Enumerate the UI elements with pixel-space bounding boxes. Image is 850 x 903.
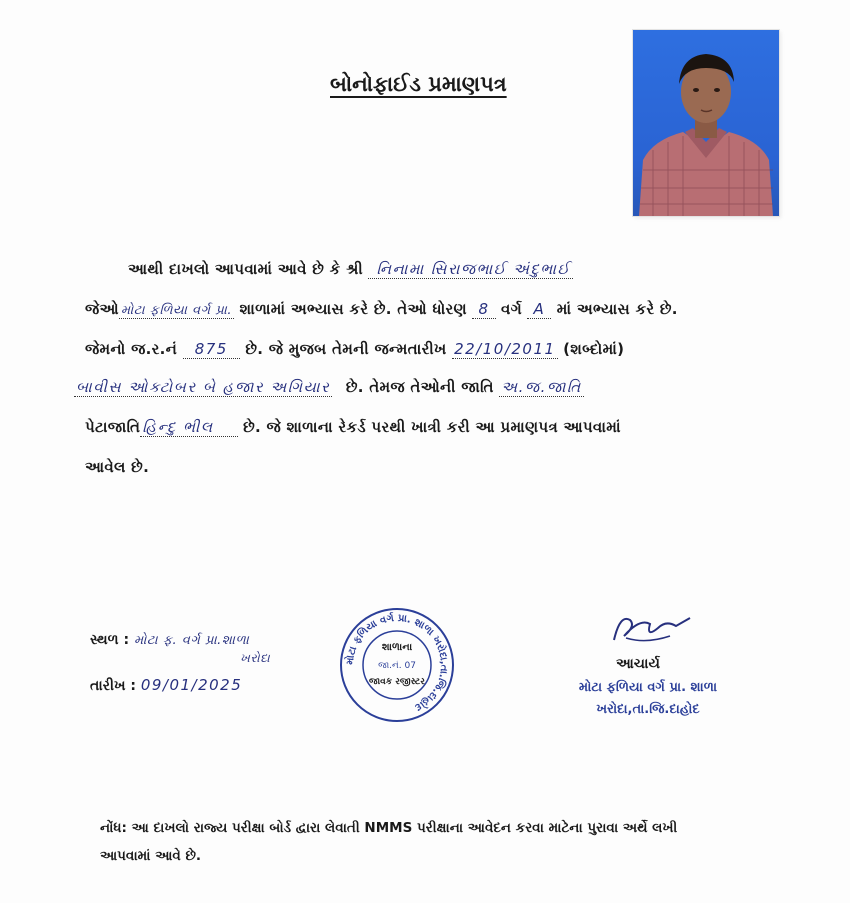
- note: [100, 820, 677, 864]
- stamp-center-top: શાળાના: [381, 642, 413, 653]
- principal-location: ખરોદા,તા.જિ.દાહોદ: [596, 702, 700, 717]
- line3-mid: છે. જે મુજબ તેમની જન્મતારીખ: [245, 340, 447, 358]
- place-label: સ્થળ :: [90, 632, 130, 648]
- subcaste-value: હિન્દુ ભીલ: [142, 418, 214, 436]
- cert-line-2: [85, 300, 678, 318]
- date-value: 09/01/2025: [140, 676, 243, 694]
- document-title: બોનોફાઈડ પ્રમાણપત્ર: [330, 72, 507, 96]
- stamp-center-mid: જા.નં. 07: [378, 661, 416, 671]
- birth-date-in-words: બાવીસ ઓક્ટોબર બે હજાર અગિયાર: [76, 378, 331, 396]
- note-line-2: આપવામાં આવે છે.: [100, 848, 202, 864]
- stamp-ring-text: મોટા ફળિયા વર્ગ પ્રા. શાળા ખરોદા,તા.જિ.દાહોદ: [344, 612, 450, 713]
- date-label: તારીખ :: [90, 678, 136, 694]
- line2-mid2: વર્ગ: [501, 300, 522, 318]
- caste-value: અ.જ.જાતિ: [501, 378, 582, 396]
- place-row: [90, 632, 249, 648]
- student-portrait-icon: [633, 30, 779, 216]
- place-row-2: [240, 650, 270, 666]
- signature-icon: [606, 610, 696, 650]
- date-row: [90, 676, 242, 694]
- cert-line-4: [74, 378, 584, 396]
- line4-mid: છે. તેમજ તેઓની જાતિ: [345, 378, 494, 396]
- note-line-1: નોંધ: આ દાખલો રાજ્ય પરીક્ષા બોર્ડ દ્વારા લેવાતી NMMS પરીક્ષાના આવેદન કરવા માટેના પુરાવા અર્થે લખી: [100, 820, 678, 836]
- register-number: 875: [194, 340, 228, 358]
- line3-suffix: (શબ્દોમાં): [563, 340, 625, 358]
- cert-line-5: [85, 418, 621, 436]
- student-photo: [633, 30, 779, 216]
- division-value: A: [533, 300, 546, 318]
- line2-mid1: શાળામાં અભ્યાસ કરે છે. તેઓ ધોરણ: [239, 300, 467, 318]
- line1-prefix: આથી દાખલો આપવામાં આવે છે કે શ્રી: [128, 260, 363, 278]
- line5-prefix: પેટાજાતિ: [85, 418, 141, 436]
- standard-value: 8: [478, 300, 490, 318]
- school-stamp: [338, 606, 456, 724]
- line3-prefix: જેમનો જ.ર.નં: [85, 340, 178, 358]
- principal-role: આચાર્ય: [616, 656, 660, 672]
- cert-line-6: આવેલ છે.: [85, 458, 150, 476]
- place-value: મોટા ફ. વર્ગ પ્રા.શાળા: [133, 633, 250, 648]
- school-name: મોટા ફળિયા વર્ગ પ્રા.: [120, 303, 232, 318]
- cert-line-1: [128, 260, 573, 278]
- principal-signature-block: [548, 610, 748, 740]
- cert-line-3: [85, 340, 624, 358]
- birth-date: 22/10/2011: [454, 340, 556, 358]
- line5-suffix: છે. જે શાળાના રેકર્ડ પરથી ખાત્રી કરી આ પ્રમાણપત્ર આપવામાં: [243, 418, 621, 436]
- line2-prefix: જેઓ: [85, 300, 119, 318]
- line2-suffix: માં અભ્યાસ કરે છે.: [556, 300, 678, 318]
- principal-school: મોટા ફળિયા વર્ગ પ્રા. શાળા: [578, 680, 718, 695]
- student-name: નિનામા સિરાજભાઈ અંદુભાઈ: [376, 260, 571, 278]
- stamp-center-bottom: જાવક રજીસ્ટર: [369, 677, 425, 687]
- place-value-2: ખરોદા: [240, 651, 271, 665]
